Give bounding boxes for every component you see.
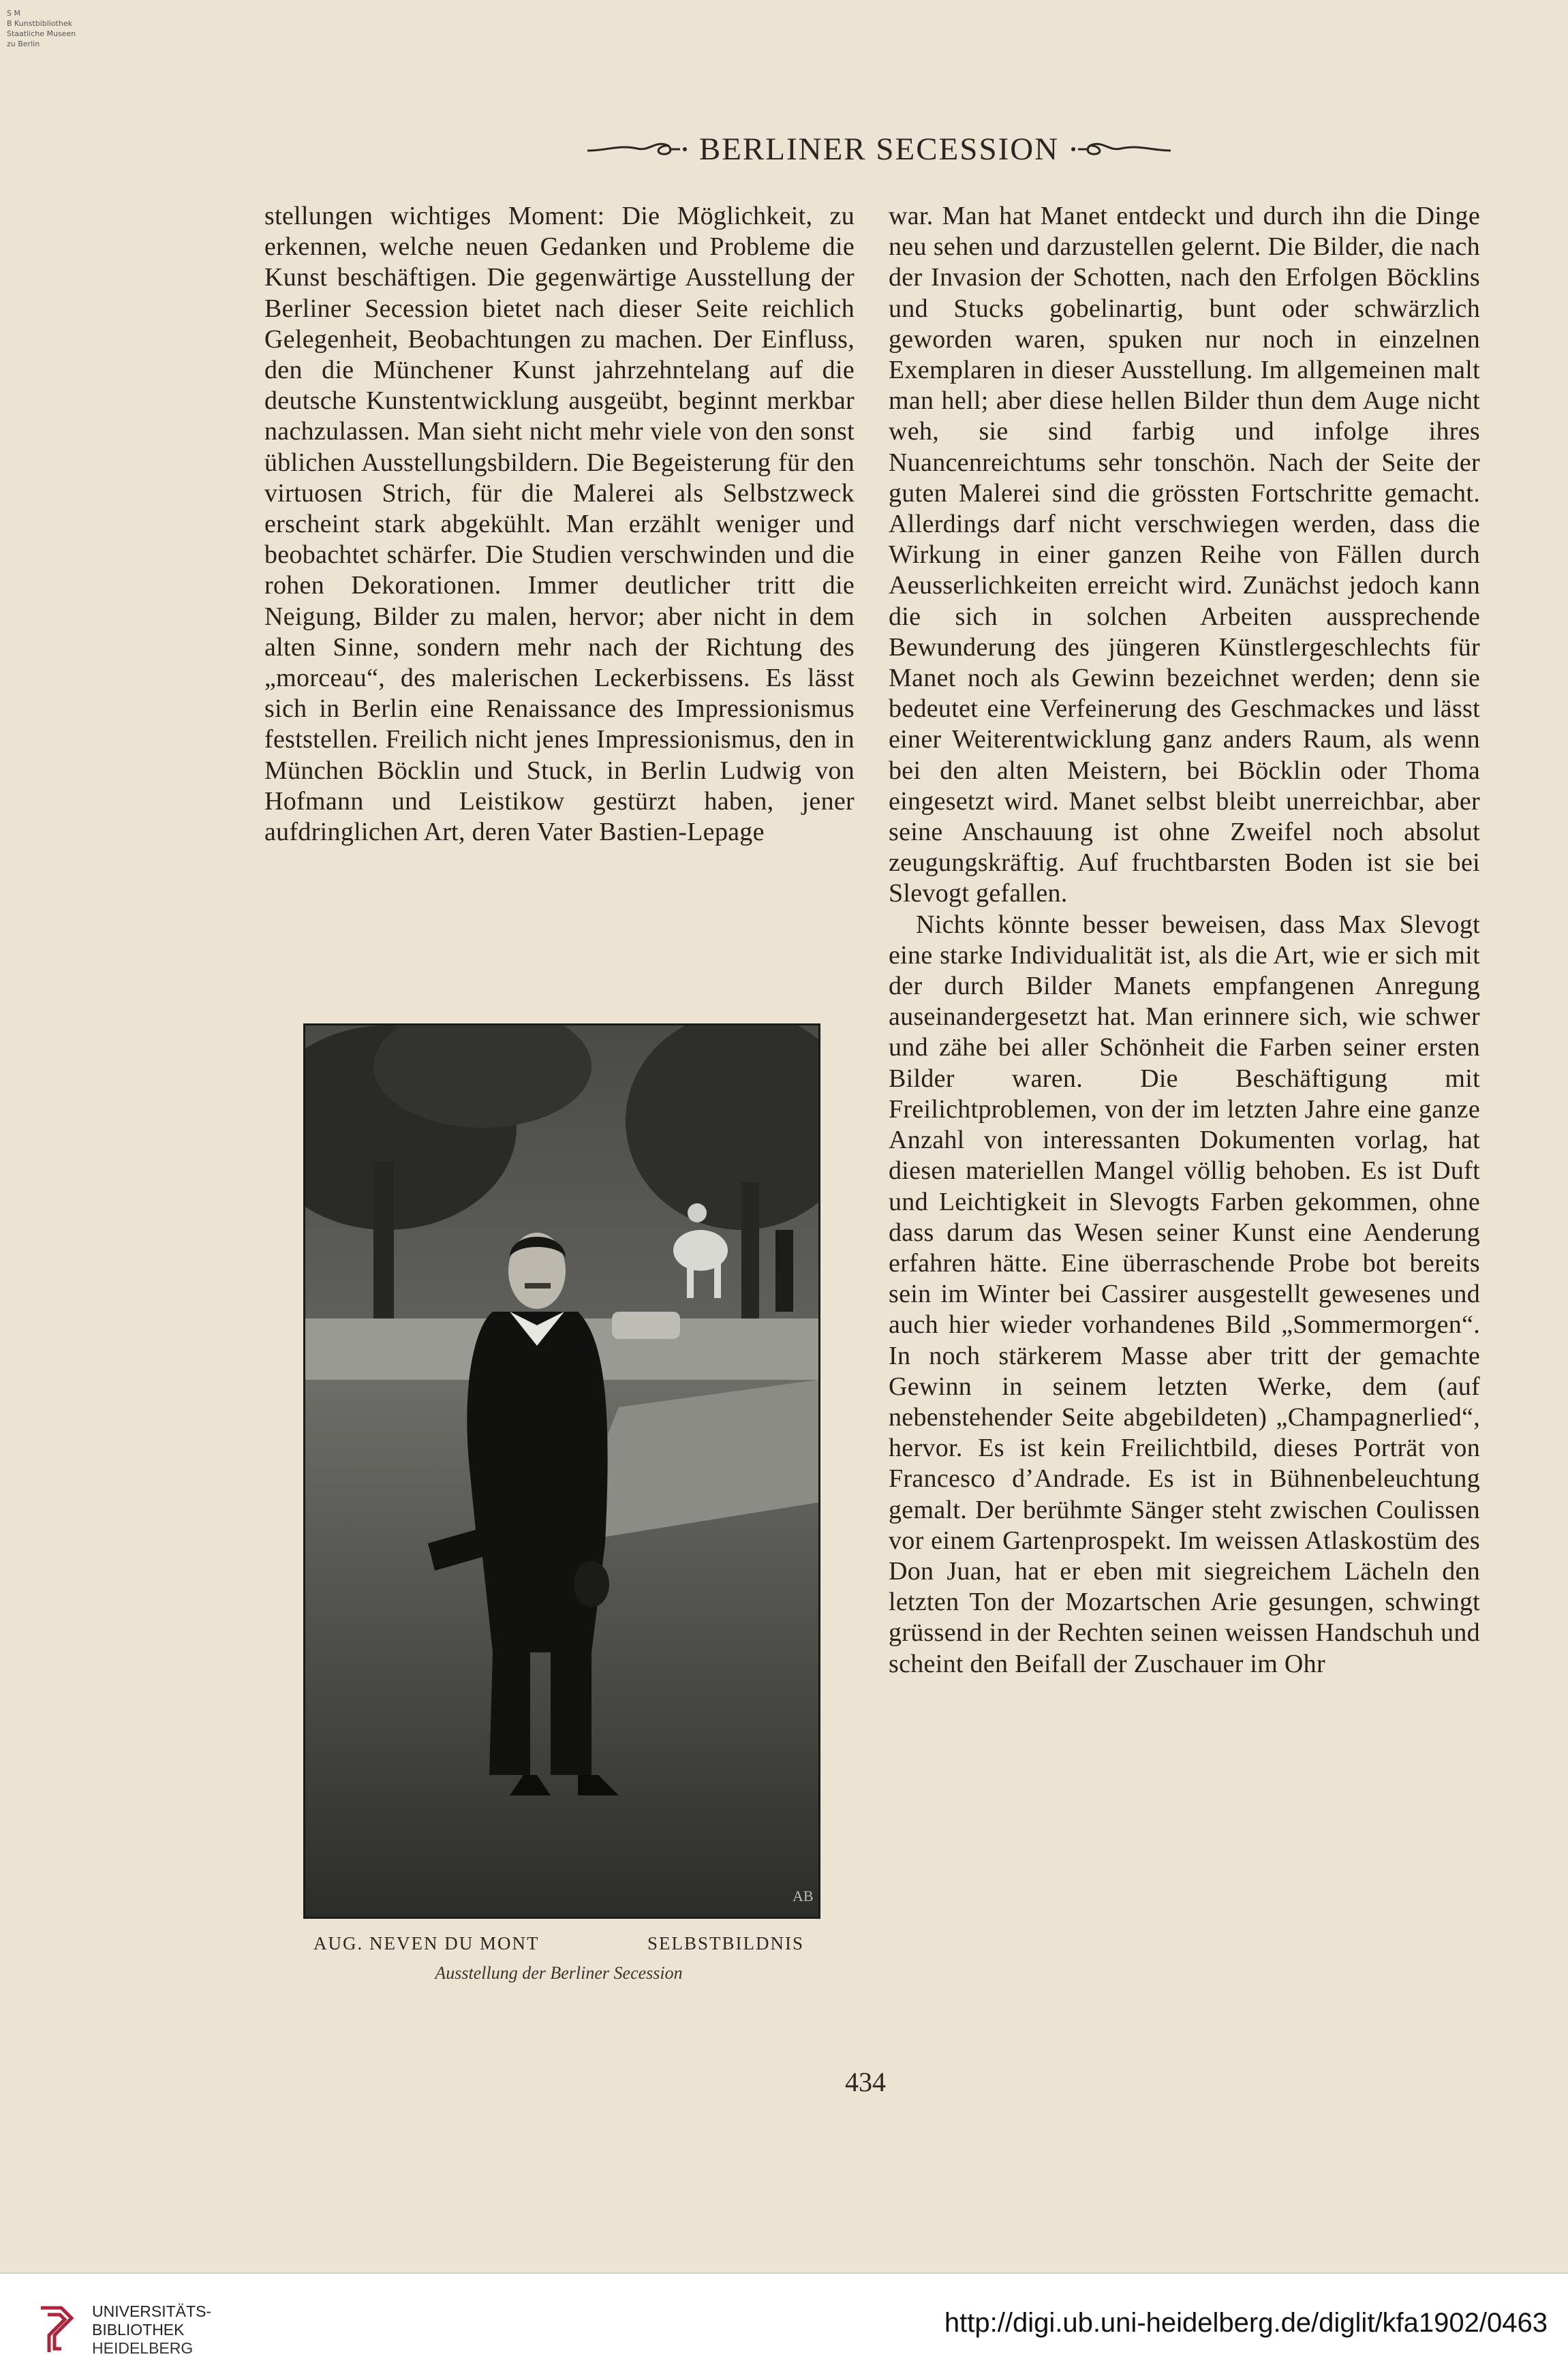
stamp-line: Staatliche Museen [7, 29, 76, 38]
portrait-illustration [303, 1023, 820, 1919]
svg-text:AB: AB [793, 1887, 814, 1904]
library-name-line: BIBLIOTHEK [92, 2321, 185, 2339]
article-paragraph: war. Man hat Manet entdeckt und durch ihn die Dinge neu sehen und darzustellen gelernt. Die Bilder, die nach der Invasion der Schotten, nach den Erfolgen Böcklins und Stucks gobelinartig, bunt oder schwärzlich geworden waren, spuken nur noch in einzelnen Exemplaren in dieser Ausstellung. Im allgemeinen malt man hell; aber diese hellen Bilder thun dem Auge nicht weh, sie sind farbig und infolge ihres Nuancenreichtums sehr tonschön. Nach der Seite der guten Malerei sind die grössten Fortschritte gemacht. Allerdings darf nicht verschwiegen werden, dass die Wirkung in einer ganzen Reihe von Fällen durch Aeusserlichkeiten erreicht wird. Zunächst jedoch kann die sich in solchen Arbeiten aussprechende Bewunderung des jüngeren Künstlergeschlechts für Manet noch als Gewinn bezeichnet werden; denn sie bedeutet eine Verfeinerung des Geschmackes und lässt einer Weiterentwicklung ganz anders Raum, als wenn bei den alten Meistern, bei Böcklin oder Thoma eingesetzt wird. Manet selbst bleibt unerreichbar, aber seine Anschauung ist ohne Zweifel noch absolut zeugungskräftig. Auf fruchtbarsten Boden ist sie bei Slevogt gefallen. [889, 202, 1480, 908]
page-title: BERLINER SECESSION [698, 132, 1060, 167]
article-column-right [889, 201, 1480, 1680]
stamp-line: S M [7, 9, 20, 18]
footer-bar [0, 2272, 1568, 2376]
library-stamp [7, 8, 76, 49]
caption-artist: AUG. NEVEN DU MONT [313, 1933, 540, 1954]
stamp-line: B Kunstbibliothek [7, 19, 72, 28]
ornament-left-icon [586, 139, 688, 159]
article-column-left [264, 201, 855, 848]
caption-subtitle: Ausstellung der Berliner Secession [435, 1963, 683, 1983]
caption-title: SELBSTBILDNIS [647, 1933, 804, 1954]
library-name [92, 2302, 211, 2358]
library-name-line: UNIVERSITÄTS- [92, 2302, 212, 2320]
article-paragraph: stellungen wichtiges Moment: Die Möglichkeit, zu erkennen, welche neuen Gedanken und Probleme die Kunst beschäftigen. Die gegenwärtige Ausstellung der Berliner Secession bietet nach dieser Seite reichlich Gelegenheit, Beobachtungen zu machen. Der Einfluss, den die Münchener Kunst jahrzehntelang auf die deutsche Kunstentwicklung ausgeübt, beginnt merkbar nachzulassen. Man sieht nicht mehr viele von den sonst üblichen Ausstellungsbildern. Die Begeisterung für den virtuosen Strich, für die Malerei als Selbstzweck erscheint stark abgekühlt. Man erzählt weniger und beobachtet schärfer. Die Studien verschwinden und die rohen Dekorationen. Immer deutlicher tritt die Neigung, Bilder zu malen, hervor; aber nicht in dem alten Sinne, sondern mehr nach der Richtung des „morceau“, des malerischen Leckerbissens. Es lässt sich in Berlin eine Renaissance des Impressionismus feststellen. Freilich nicht jenes Impressionismus, den in München Böcklin und Stuck, in Berlin Ludwig von Hofmann und Leistikow gestürzt haben, jener aufdringlichen Art, deren Vater Bastien-Lepage [264, 202, 855, 847]
running-head [579, 131, 1179, 168]
figure-caption [313, 1933, 804, 1954]
painting-image [305, 1025, 818, 1917]
library-name-line: HEIDELBERG [92, 2339, 194, 2357]
stamp-line: zu Berlin [7, 40, 40, 48]
library-logo-icon [34, 2301, 82, 2356]
ornament-right-icon [1070, 139, 1172, 159]
source-url-link[interactable]: http://digi.ub.uni-heidelberg.de/diglit/kfa1902/0463 [944, 2308, 1548, 2338]
article-paragraph: Nichts könnte besser beweisen, dass Max Slevogt eine starke Individualität ist, als die Art, wie er sich mit der durch Bilder Manets empfangenen Anregung auseinandergesetzt hat. Man erinnere sich, wie schwer und zähe bei aller Schönheit die Farben seiner ersten Bilder waren. Die Beschäftigung mit Freilichtproblemen, von der im letzten Jahre eine ganze Anzahl von interessanten Dokumenten vorlag, hat diesen materiellen Mangel völlig behoben. Es ist Duft und Leichtigkeit in Slevogts Farben gekommen, ohne dass darum das Wesen seiner Kunst eine Aenderung erfahren hätte. Eine überraschende Probe bot bereits sein im Winter bei Cassirer ausgestellt gewesenes und auch hier wieder vorhandenes Bild „Sommermorgen“. In noch stärkerem Masse aber tritt der gemachte Gewinn in seinem letzten Werke, dem (auf nebenstehender Seite abgebildeten) „Champagnerlied“, hervor. Es ist kein Freilichtbild, dieses Porträt von Francesco d’Andrade. Es ist in Bühnenbeleuchtung gemalt. Der berühmte Sänger steht zwischen Coulissen vor einem Gartenprospekt. Im weissen Atlaskostüm des Don Juan, hat er eben mit siegreichem Lächeln den letzten Ton der Mozartschen Arie gesungen, schwingt grüssend in der Rechten seinen weissen Handschuh und scheint den Beifall der Zuschauer im Ohr [889, 910, 1480, 1678]
page-number: 434 [845, 2067, 886, 2097]
